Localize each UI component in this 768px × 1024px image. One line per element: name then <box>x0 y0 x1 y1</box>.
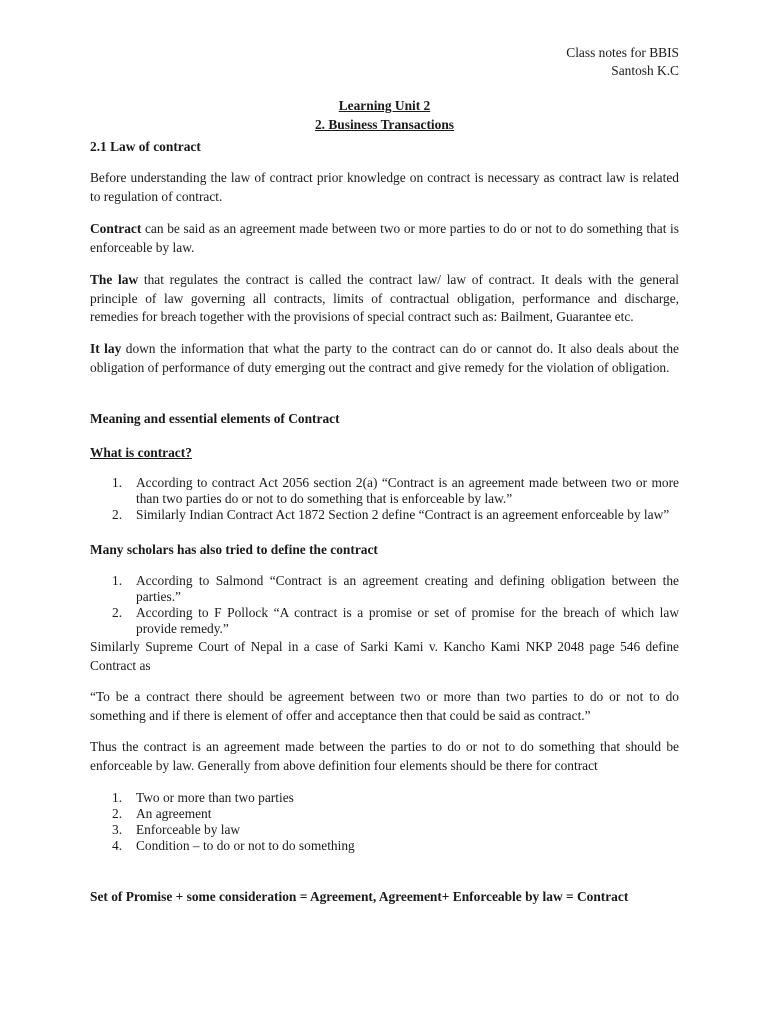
elements-list <box>90 790 679 854</box>
formula-line: Set of Promise + some consideration = Agreement, Agreement+ Enforceable by law = Contract <box>90 889 629 904</box>
document-page <box>90 0 679 1024</box>
paragraph-intro: Before understanding the law of contract prior knowledge on contract is necessary as contract law is related to regulation of contract. <box>90 170 679 204</box>
list-item: 1. Two or more than two parties <box>112 790 294 805</box>
list-item: 4. Condition – to do or not to do something <box>112 838 355 853</box>
paragraph-thus: Thus the contract is an agreement made between the parties to do or not to do something that should be enforceable by law. Generally from above definition four elements should be there for contract <box>90 739 679 773</box>
list-item: 2. Similarly Indian Contract Act 1872 Section 2 define “Contract is an agreement enforceable by law” <box>112 507 670 522</box>
header-course: Class notes for BBIS <box>566 45 679 60</box>
meaning-heading: Meaning and essential elements of Contract <box>90 411 340 426</box>
paragraph-law <box>90 271 679 327</box>
term-law: The law <box>90 272 139 287</box>
list-item: 1. According to contract Act 2056 section 2(a) “Contract is an agreement made between two or more than two parties do or not to do something that is enforceable by law.” <box>112 475 679 506</box>
what-heading: What is contract? <box>90 445 192 460</box>
paragraph-lay-text: down the information that what the party to the contract can do or cannot do. It also deals about the obligation of performance of duty emerging out the contract and give remedy for the violation of obligation. <box>90 341 679 375</box>
section-heading: 2.1 Law of contract <box>90 139 201 154</box>
page-header <box>566 44 679 80</box>
term-contract: Contract <box>90 221 142 236</box>
document-title <box>90 96 679 134</box>
unit-subtitle: 2. Business Transactions <box>314 117 455 132</box>
scholars-list <box>90 573 679 637</box>
term-lay: It lay <box>90 341 122 356</box>
paragraph-contract <box>90 220 679 257</box>
list-item: 1. According to Salmond “Contract is an agreement creating and defining obligation between the parties.” <box>112 573 679 604</box>
list-item: 2. According to F Pollock “A contract is a promise or set of promise for the breach of which law provide remedy.” <box>112 605 679 636</box>
paragraph-court: Similarly Supreme Court of Nepal in a case of Sarki Kami v. Kancho Kami NKP 2048 page 546 define Contract as <box>90 639 679 673</box>
paragraph-lay <box>90 340 679 377</box>
header-author: Santosh K.C <box>611 63 679 78</box>
paragraph-quote: “To be a contract there should be agreement between two or more than two parties to do or not to do something and if there is element of offer and acceptance then that could be said as contract.” <box>90 689 679 723</box>
acts-list <box>90 475 679 523</box>
unit-title: Learning Unit 2 <box>338 98 431 113</box>
list-item: 2. An agreement <box>112 806 212 821</box>
paragraph-contract-text: can be said as an agreement made between two or more parties to do or not to do something that is enforceable by law. <box>90 221 679 255</box>
scholars-heading: Many scholars has also tried to define the contract <box>90 542 378 557</box>
list-item: 3. Enforceable by law <box>112 822 241 837</box>
paragraph-law-text: that regulates the contract is called the contract law/ law of contract. It deals with the general principle of law governing all contracts, limits of contractual obligation, performance and discharge, remedies for breach together with the provisions of special contract such as: Bailment, Guarantee etc. <box>90 272 679 324</box>
